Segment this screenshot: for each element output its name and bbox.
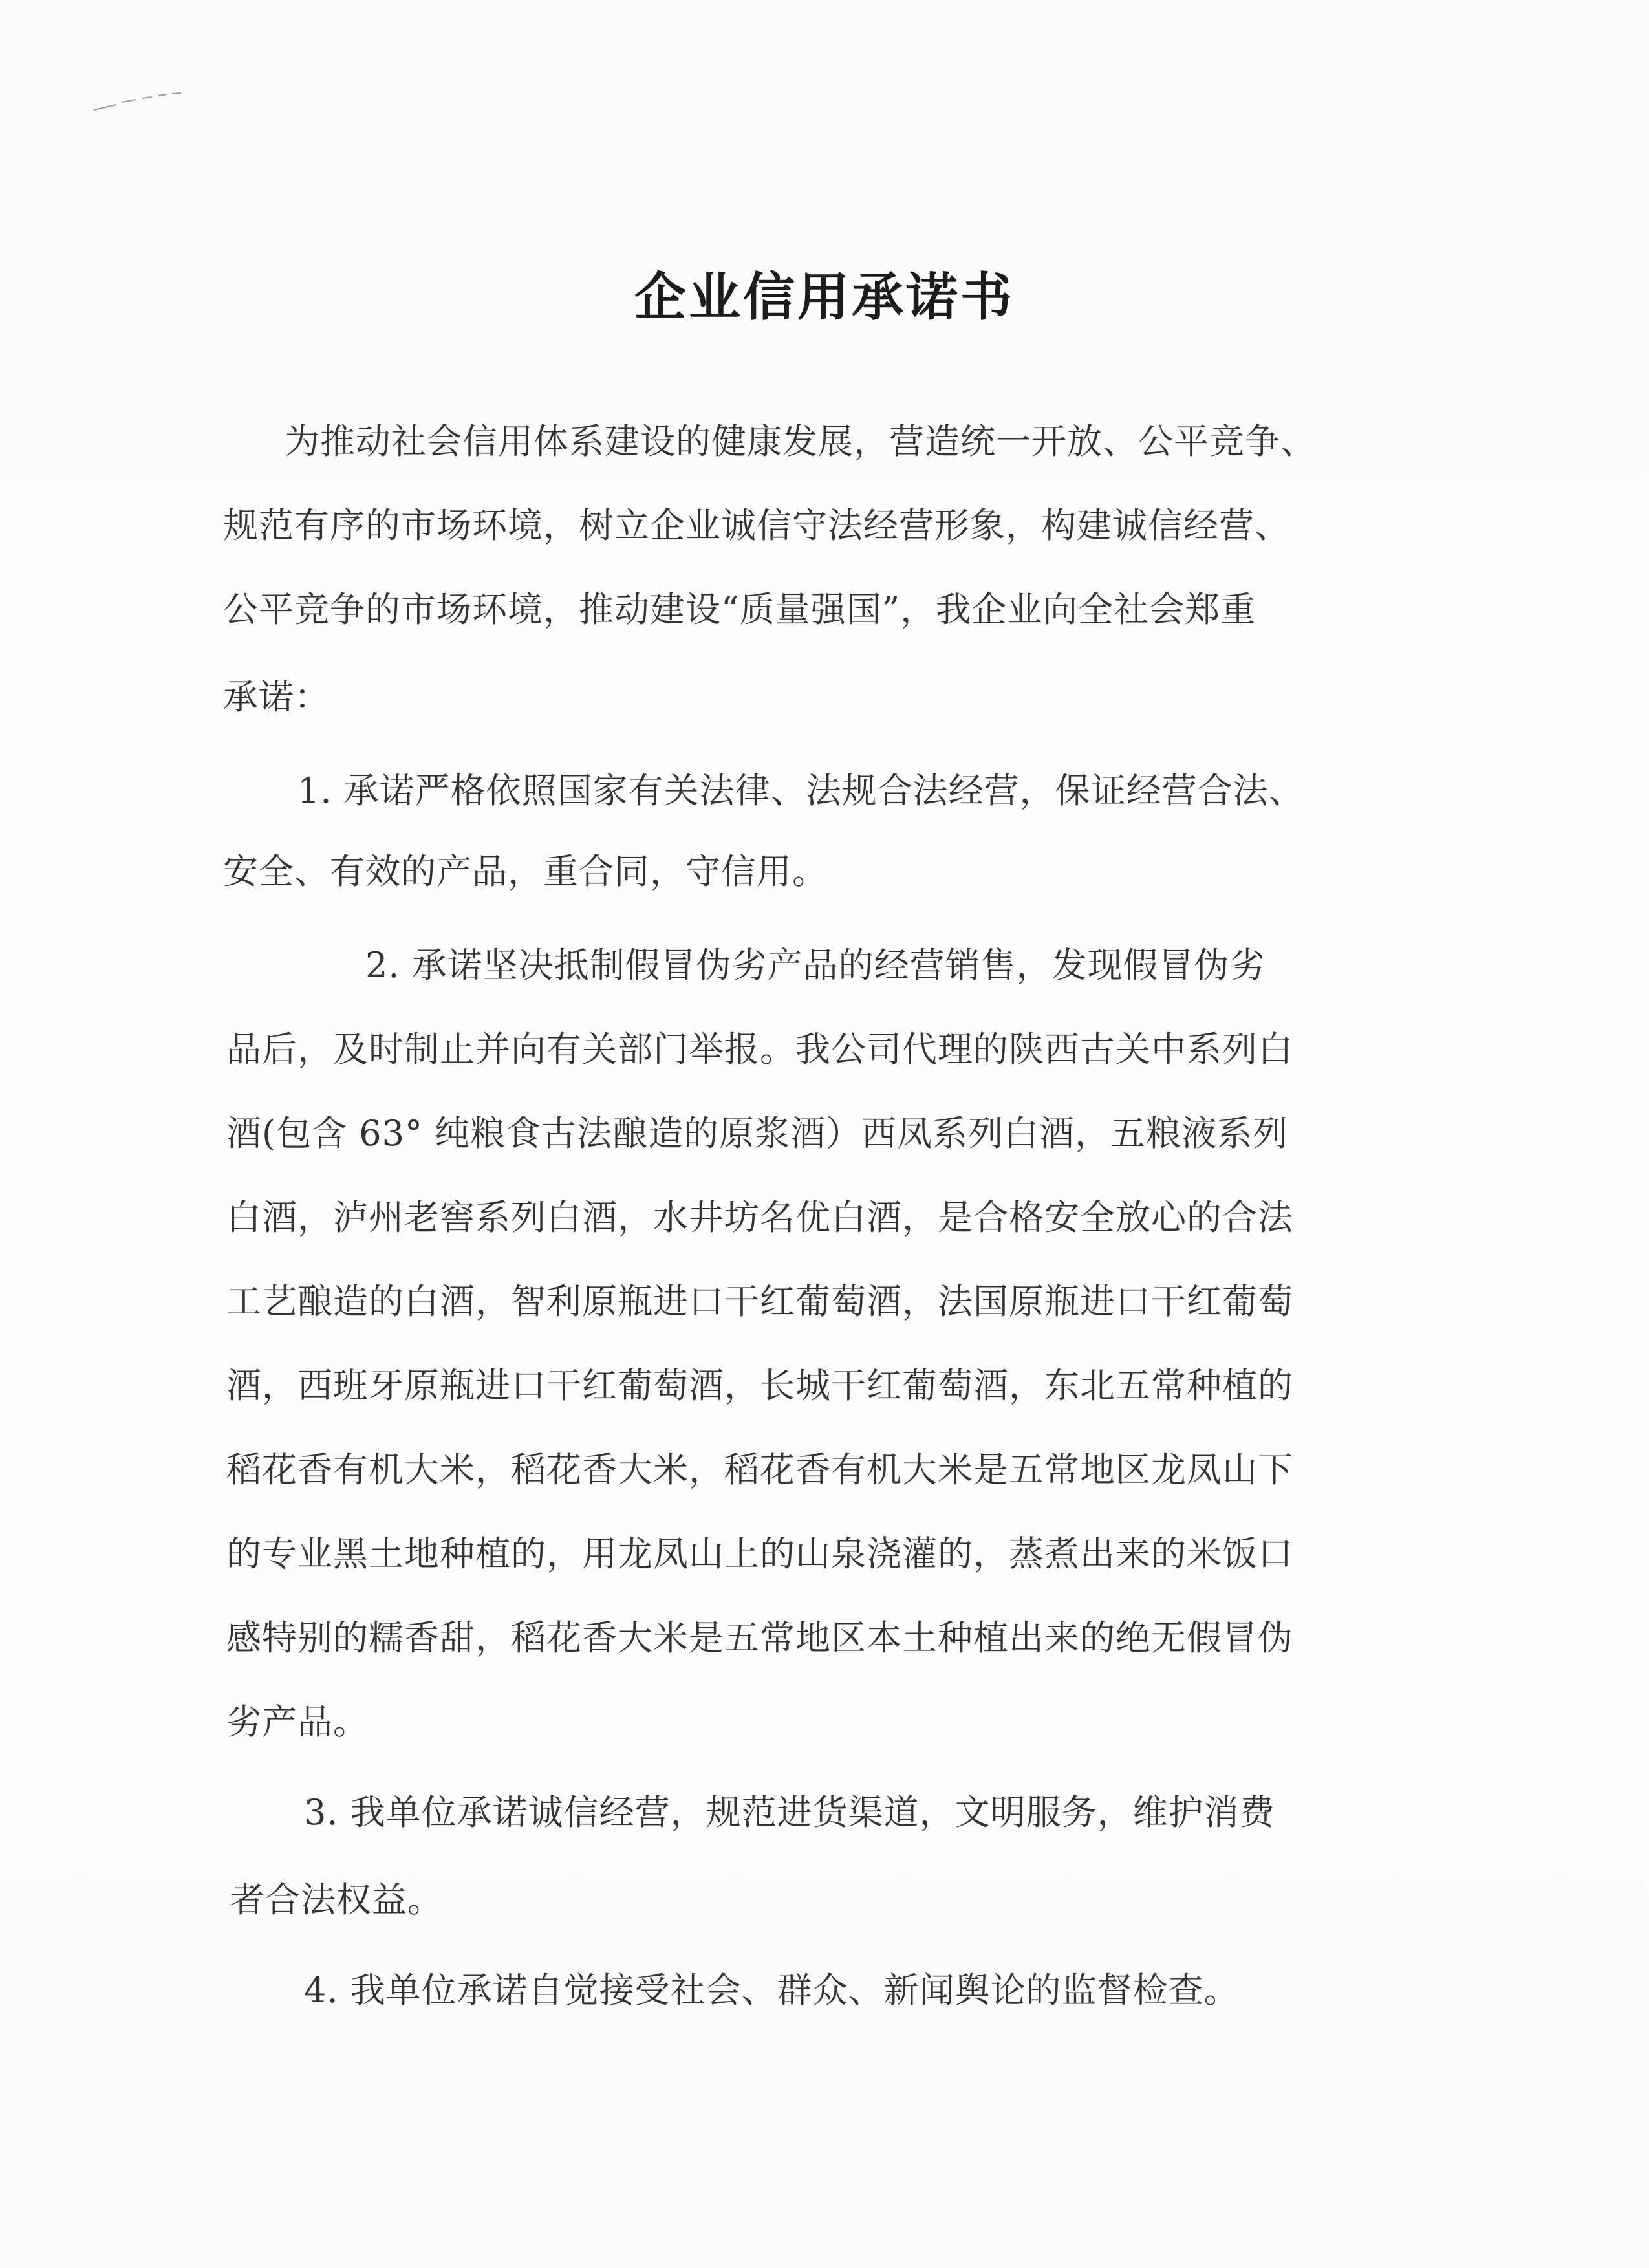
scan-speck-mark: [91, 89, 188, 115]
text-line: 稻花香有机大米，稻花香大米，稻花香有机大米是五常地区龙凤山下: [226, 1449, 1293, 1490]
text-line: 2. 承诺坚决抵制假冒伪劣产品的经营销售，发现假冒伪劣: [365, 945, 1266, 986]
text-line: 3. 我单位承诺诚信经营，规范进货渠道，文明服务，维护消费: [304, 1792, 1275, 1833]
text-line: 劣产品。: [226, 1701, 369, 1742]
text-line: 白酒，泸州老窖系列白酒，水井坊名优白酒，是合格安全放心的合法: [226, 1197, 1293, 1238]
text-line: 为推动社会信用体系建设的健康发展，营造统一开放、公平竞争、: [285, 421, 1316, 462]
text-line: 工艺酿造的白酒，智利原瓶进口干红葡萄酒，法国原瓶进口干红葡萄: [226, 1281, 1293, 1322]
text-line: 安全、有效的产品，重合同，守信用。: [223, 851, 828, 892]
text-line: 公平竞争的市场环境，推动建设“质量强国”，我企业向全社会郑重: [223, 589, 1256, 630]
text-line: 感特别的糯香甜，稻花香大米是五常地区本土种植出来的绝无假冒伪: [226, 1617, 1293, 1658]
text-line: 承诺：: [223, 676, 330, 717]
text-line: 的专业黑土地种植的，用龙凤山上的山泉浇灌的，蒸煮出来的米饭口: [226, 1533, 1293, 1574]
text-line: 规范有序的市场环境，树立企业诚信守法经营形象，构建诚信经营、: [223, 505, 1290, 546]
text-line: 酒(包含 63° 纯粮食古法酿造的原浆酒）西凤系列白酒，五粮液系列: [226, 1113, 1289, 1154]
text-line: 品后，及时制止并向有关部门举报。我公司代理的陕西古关中系列白: [226, 1029, 1293, 1070]
text-line: 1. 承诺严格依照国家有关法律、法规合法经营，保证经营合法、: [297, 770, 1304, 811]
page-title: 企业信用承诺书: [634, 266, 1015, 327]
text-line: 者合法权益。: [230, 1879, 443, 1920]
text-line: 酒，西班牙原瓶进口干红葡萄酒，长城干红葡萄酒，东北五常种植的: [226, 1365, 1293, 1406]
text-line: 4. 我单位承诺自觉接受社会、群众、新闻舆论的监督检查。: [304, 1970, 1240, 2011]
